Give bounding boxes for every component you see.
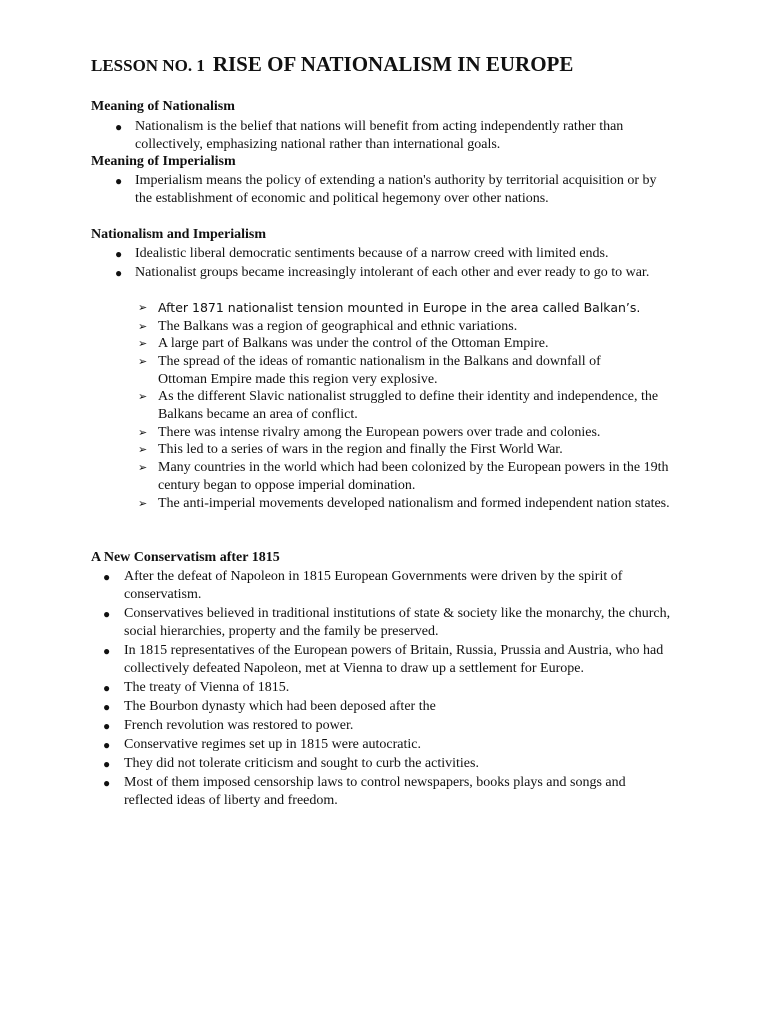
sub-list-item (0, 353, 768, 388)
section-heading-imperialism: Meaning of Imperialism (91, 154, 236, 169)
sub-list-item (0, 318, 768, 335)
list-item-text: Most of them imposed censorship laws to control newspapers, books plays and songs and reflected ideas of liberty and freedom. (124, 775, 626, 808)
bullet-marker: ● (103, 700, 111, 714)
sub-list-item-text: The spread of the ideas of romantic nationalism in the Balkans and downfall of Ottoman Empire made this region very explosive. (158, 354, 601, 387)
sub-list-item (0, 388, 768, 424)
list-item-text: Nationalist groups became increasingly intolerant of each other and ever ready to go to war. (135, 265, 650, 280)
bullet-marker: ● (103, 757, 111, 771)
list-item (0, 679, 768, 698)
list-item-text: Idealistic liberal democratic sentiments because of a narrow creed with limited ends. (135, 246, 609, 261)
arrow-bullet-icon: ➢ (138, 337, 148, 350)
sub-list-item (0, 335, 768, 353)
balkans-sublist (0, 299, 768, 513)
list-item (0, 264, 768, 282)
list-item-text: They did not tolerate criticism and sought to curb the activities. (124, 756, 479, 771)
list-item (0, 642, 768, 679)
sub-list-item-text: As the different Slavic nationalist struggled to define their identity and independence, the Balkans became an area of conflict. (158, 389, 659, 422)
sub-list-item-text: There was intense rivalry among the European powers over trade and colonies. (158, 425, 601, 440)
nationalism-list (0, 118, 768, 154)
arrow-bullet-icon: ➢ (138, 355, 148, 368)
sub-list-item-text: A large part of Balkans was under the control of the Ottoman Empire. (158, 336, 549, 351)
list-item-text: Conservative regimes set up in 1815 were autocratic. (124, 737, 422, 752)
list-item-text: The treaty of Vienna of 1815. (124, 680, 290, 695)
sub-list-item (0, 459, 768, 495)
arrow-bullet-icon: ➢ (138, 320, 148, 333)
sub-list-item (0, 441, 768, 459)
bullet-marker: ● (115, 120, 123, 134)
section-heading-nationalism: Meaning of Nationalism (91, 99, 235, 114)
list-item (0, 118, 768, 154)
list-item (0, 698, 768, 717)
sub-list-item-text: Many countries in the world which had been colonized by the European powers in the 19th century began to oppose imperial domination. (158, 460, 669, 493)
bullet-marker: ● (115, 266, 123, 280)
arrow-bullet-icon: ➢ (138, 443, 148, 456)
list-item (0, 717, 768, 736)
list-item (0, 736, 768, 755)
sub-list-item (0, 299, 768, 318)
list-item-text: Imperialism means the policy of extending a nation's authority by territorial acquisition or by the establishment of economic and political hegemony over other nations. (135, 173, 657, 206)
bullet-marker: ● (103, 570, 111, 584)
list-item (0, 774, 768, 810)
bullet-marker: ● (103, 776, 111, 790)
sub-list-item-text: This led to a series of wars in the region and finally the First World War. (158, 442, 563, 457)
bullet-marker: ● (103, 738, 111, 752)
section-heading-conservatism: A New Conservatism after 1815 (91, 550, 280, 565)
sub-list-item-text: The anti-imperial movements developed nationalism and formed independent nation states. (158, 496, 670, 511)
arrow-bullet-icon: ➢ (138, 390, 148, 403)
list-item-text: In 1815 representatives of the European powers of Britain, Russia, Prussia and Austria, who had collectively defeated Napoleon, met at Vienna to draw up a settlement for Europe. (124, 643, 664, 676)
arrow-bullet-icon: ➢ (138, 426, 148, 439)
lesson-heading: RISE OF NATIONALISM IN EUROPE (212, 52, 574, 76)
list-item (0, 605, 768, 642)
arrow-bullet-icon: ➢ (138, 497, 148, 510)
section-heading-nat-imp: Nationalism and Imperialism (91, 227, 267, 242)
list-item-text: The Bourbon dynasty which had been deposed after the (124, 699, 436, 714)
nat-imp-list (0, 245, 768, 282)
list-item (0, 568, 768, 605)
arrow-bullet-icon: ➢ (138, 461, 148, 474)
arrow-bullet-icon: ➢ (138, 301, 148, 314)
lesson-number: LESSON NO. 1 (91, 56, 205, 75)
list-item-text: Conservatives believed in traditional institutions of state & society like the monarchy, the church, social hierarchies, property and the family be preserved. (124, 606, 671, 639)
list-item (0, 245, 768, 264)
bullet-marker: ● (103, 681, 111, 695)
list-item-text: Nationalism is the belief that nations will benefit from acting independently rather than collectively, emphasizing national rather than international goals. (135, 119, 624, 152)
imperialism-list (0, 172, 768, 208)
bullet-marker: ● (115, 174, 123, 188)
bullet-marker: ● (103, 607, 111, 621)
list-item-text: After the defeat of Napoleon in 1815 European Governments were driven by the spirit of conservatism. (124, 569, 623, 602)
bullet-marker: ● (103, 719, 111, 733)
sub-list-item (0, 424, 768, 441)
lesson-title (91, 48, 573, 78)
list-item (0, 755, 768, 774)
list-item (0, 172, 768, 208)
bullet-marker: ● (103, 644, 111, 658)
sub-list-item (0, 495, 768, 513)
sub-list-item-text: After 1871 nationalist tension mounted in Europe in the area called Balkan’s. (158, 300, 641, 315)
bullet-marker: ● (115, 247, 123, 261)
list-item-text: French revolution was restored to power. (124, 718, 354, 733)
conservatism-list (0, 568, 768, 810)
sub-list-item-text: The Balkans was a region of geographical and ethnic variations. (158, 319, 518, 334)
